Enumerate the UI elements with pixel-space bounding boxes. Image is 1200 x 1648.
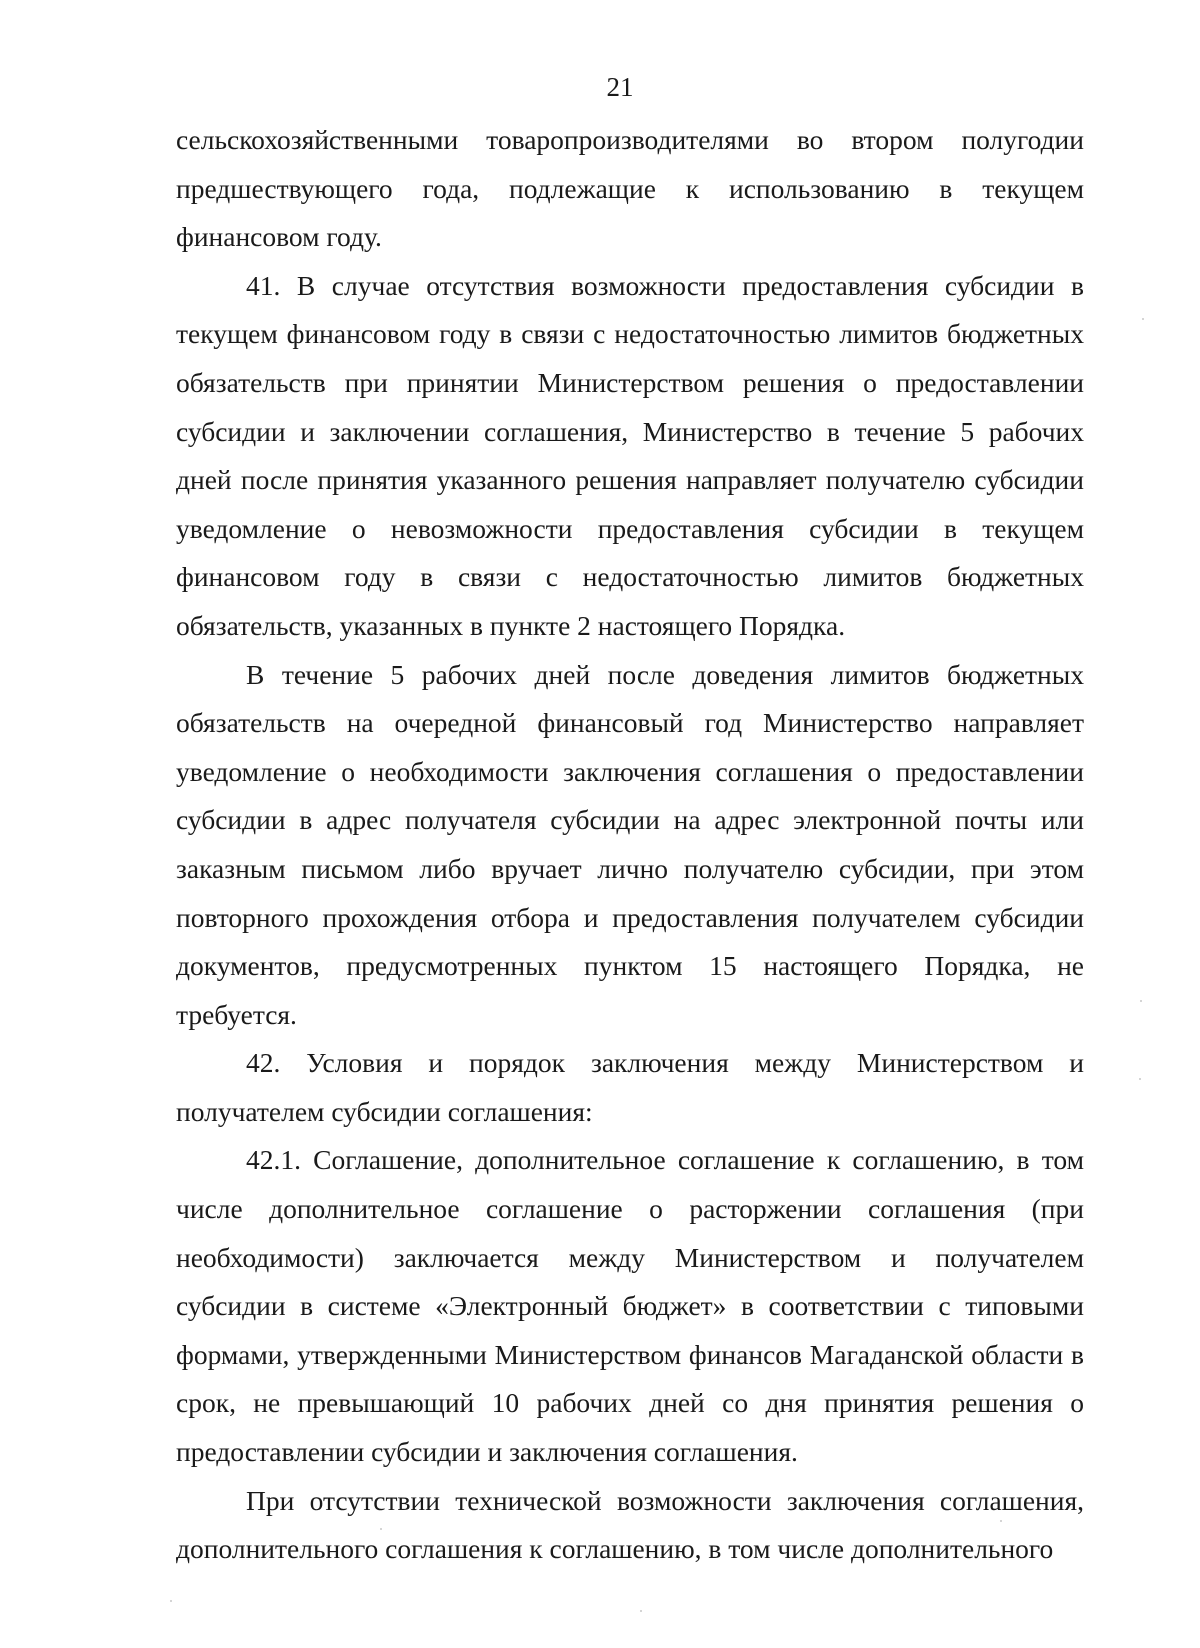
- paragraph-clause-42: 42. Условия и порядок заключения между Министерством и получателем субсидии соглашения:: [176, 1047, 1084, 1127]
- scan-speck: [1139, 1078, 1141, 1080]
- scan-speck: [640, 1610, 642, 1612]
- scan-speck: [1140, 1000, 1142, 1002]
- paragraph-notification: В течение 5 рабочих дней после доведения лимитов бюджетных обязательств на очередной финансовый год Министерство направляет уведомление о необходимости заключения соглашения о предоставлении субсидии в адрес получателя субсидии на адрес электронной почты или заказным письмом либо вручает лично получателю субсидии, при этом повторного прохождения отбора и предоставления получателем субсидии документов, предусмотренных пунктом 15 настоящего Порядка, не требуется.: [176, 658, 1084, 1030]
- scan-speck: [170, 1600, 172, 1602]
- paragraph-clause-42-1: 42.1. Соглашение, дополнительное соглашение к соглашению, в том числе дополнительное соглашение о расторжении соглашения (при необходимости) заключается между Министерством и получателем субсидии в системе «Электронный бюджет» в соответствии с типовыми формами, утвержденными Министерством финансов Магаданской области в срок, не превышающий 10 рабочих дней со дня принятия решения о предоставлении субсидии и заключения соглашения.: [176, 1144, 1084, 1468]
- document-body: [176, 116, 1084, 1574]
- scan-speck: [1000, 1520, 1002, 1522]
- paragraph-continuation: сельскохозяйственными товаропроизводителями во втором полугодии предшествующего года, подлежащие к использованию в текущем финансовом году.: [176, 124, 1084, 253]
- paragraph-technical-absence: При отсутствии технической возможности заключения соглашения, дополнительного соглашения к соглашению, в том числе дополнительного: [176, 1484, 1084, 1565]
- scan-speck: [1142, 318, 1144, 320]
- page-number: 21: [606, 72, 634, 102]
- paragraph-clause-41: 41. В случае отсутствия возможности предоставления субсидии в текущем финансовом году в связи с недостаточностью лимитов бюджетных обязательств при принятии Министерством решения о предоставлении субсидии и заключении соглашения, Министерство в течение 5 рабочих дней после принятия указанного решения направляет получателю субсидии уведомление о невозможности предоставления субсидии в текущем финансовом году в связи с недостаточностью лимитов бюджетных обязательств, указанных в пункте 2 настоящего Порядка.: [176, 269, 1084, 641]
- scan-speck: [380, 1528, 382, 1530]
